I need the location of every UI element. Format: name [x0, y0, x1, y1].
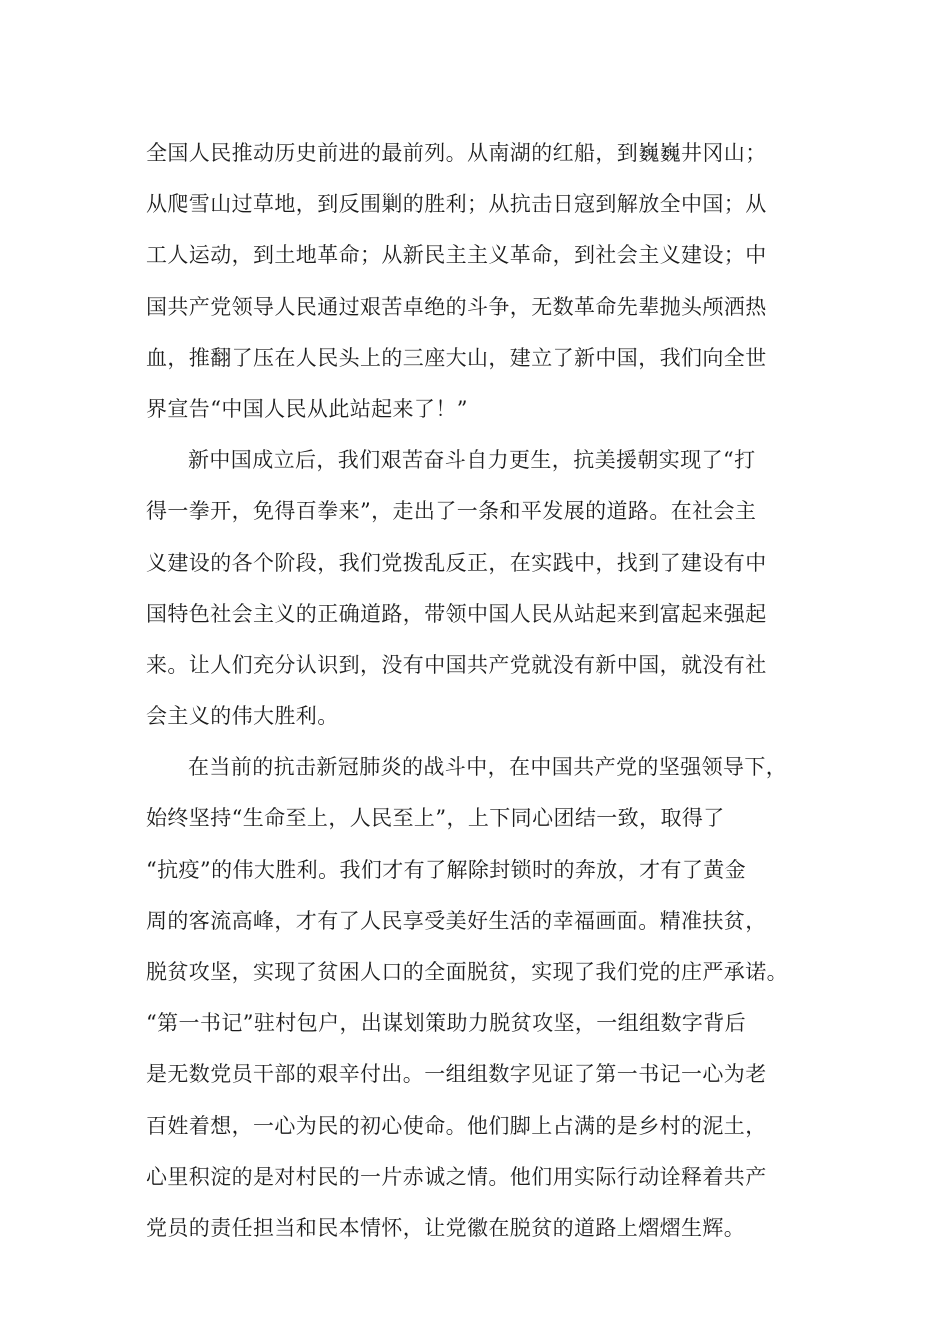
paragraph-line: 国特色社会主义的正确道路，带领中国人民从站起来到富起来强起: [146, 601, 767, 626]
paragraph-line: 是无数党员干部的艰辛付出。一组组数字见证了第一书记一心为老: [146, 1062, 767, 1087]
paragraph-line: 周的客流高峰，才有了人民享受美好生活的幸福画面。精准扶贫，: [146, 908, 767, 933]
paragraph-3: [146, 742, 826, 1254]
paragraph-line: 来。让人们充分认识到，没有中国共产党就没有新中国，就没有社: [146, 652, 767, 677]
paragraph-line: 国共产党领导人民通过艰苦卓绝的斗争，无数革命先辈抛头颅洒热: [146, 294, 767, 319]
paragraph-line: 会主义的伟大胜利。: [146, 704, 339, 729]
paragraph-line: 党员的责任担当和民本情怀，让党徽在脱贫的道路上熠熠生辉。: [146, 1215, 746, 1240]
paragraph-line: 在当前的抗击新冠肺炎的战斗中，在中国共产党的坚强领导下，: [188, 755, 788, 780]
document-body: [146, 128, 826, 1254]
paragraph-line: 新中国成立后，我们艰苦奋斗自力更生，抗美援朝实现了“打: [188, 448, 756, 473]
paragraph-line: 百姓着想，一心为民的初心使命。他们脚上占满的是乡村的泥土，: [146, 1113, 767, 1138]
paragraph-line: 工人运动，到土地革命；从新民主主义革命，到社会主义建设；中: [146, 243, 767, 268]
paragraph-line: 始终坚持“生命至上，人民至上”，上下同心团结一致，取得了: [146, 806, 725, 831]
paragraph-line: 全国人民推动历史前进的最前列。从南湖的红船，到巍巍井冈山；: [146, 141, 767, 165]
paragraph-line: “第一书记”驻村包户，出谋划策助力脱贫攻坚，一组组数字背后: [146, 1011, 747, 1036]
paragraph-line: “抗疫”的伟大胜利。我们才有了解除封锁时的奔放，才有了黄金: [146, 857, 747, 882]
paragraph-2: [146, 435, 826, 742]
paragraph-line: 从爬雪山过草地，到反围剿的胜利；从抗击日寇到解放全中国；从: [146, 192, 767, 217]
paragraph-line: 界宣告“中国人民从此站起来了！”: [146, 396, 468, 421]
paragraph-1: [146, 128, 826, 435]
paragraph-line: 心里积淀的是对村民的一片赤诚之情。他们用实际行动诠释着共产: [146, 1164, 767, 1189]
paragraph-line: 得一拳开，免得百拳来”，走出了一条和平发展的道路。在社会主: [146, 499, 757, 524]
paragraph-line: 脱贫攻坚，实现了贫困人口的全面脱贫，实现了我们党的庄严承诺。: [146, 960, 788, 984]
paragraph-line: 义建设的各个阶段，我们党拨乱反正，在实践中，找到了建设有中: [146, 550, 767, 575]
paragraph-line: 血，推翻了压在人民头上的三座大山，建立了新中国，我们向全世: [146, 345, 767, 370]
